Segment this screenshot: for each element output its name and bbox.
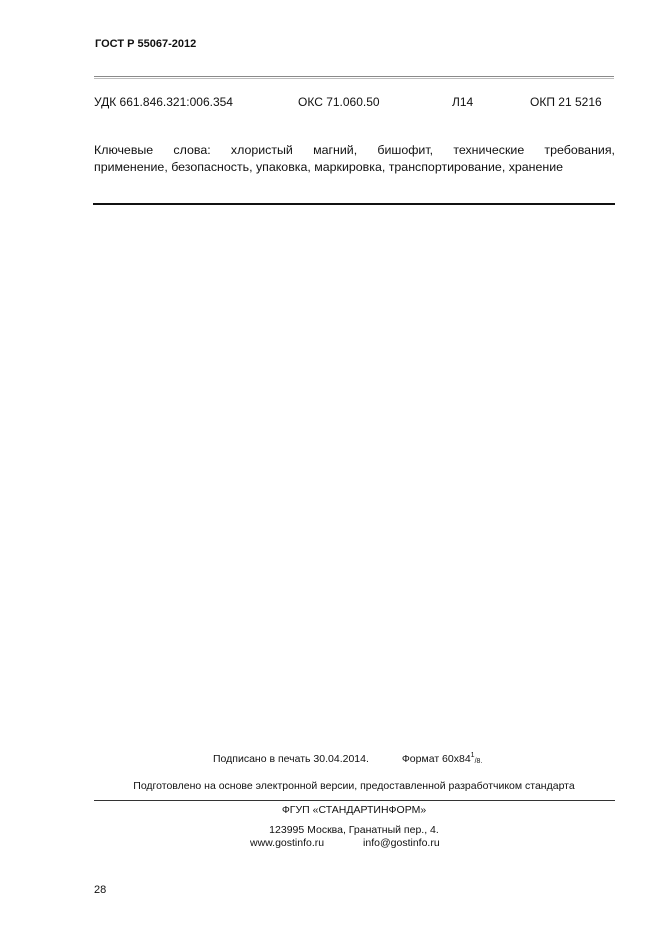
email-link[interactable]: info@gostinfo.ru bbox=[363, 837, 440, 849]
keywords-line-2: применение, безопасность, упаковка, маркировка, транспортирование, хранение bbox=[94, 160, 564, 174]
oks-code: ОКС 71.060.50 bbox=[298, 95, 380, 109]
publisher-name: ФГУП «СТАНДАРТИНФОРМ» bbox=[281, 804, 427, 816]
keywords-paragraph bbox=[94, 142, 615, 176]
format-numerator: 1 bbox=[470, 752, 475, 759]
publisher-address: 123995 Москва, Гранатный пер., 4. bbox=[269, 824, 439, 836]
keywords-line-1: Ключевые слова: хлористый магний, бишофит, технические требования, bbox=[94, 143, 615, 157]
okp-code: ОКП 21 5216 bbox=[530, 95, 602, 109]
header-divider-secondary bbox=[94, 78, 614, 79]
header-divider bbox=[94, 76, 614, 77]
signed-date: Подписано в печать 30.04.2014. bbox=[213, 753, 369, 765]
format-label: Формат 60x84 bbox=[401, 753, 471, 765]
format-denominator: /8. bbox=[474, 758, 483, 765]
website-link[interactable]: www.gostinfo.ru bbox=[250, 837, 325, 849]
l-code: Л14 bbox=[452, 95, 474, 109]
publisher-contacts bbox=[250, 837, 440, 849]
page-number: 28 bbox=[94, 884, 107, 896]
footer-divider bbox=[94, 800, 615, 801]
print-signature-line bbox=[213, 752, 482, 765]
paper-format bbox=[402, 753, 483, 765]
standard-code-header: ГОСТ Р 55067-2012 bbox=[95, 38, 197, 50]
udk-code: УДК 661.846.321:006.354 bbox=[94, 95, 233, 109]
prepared-note: Подготовлено на основе электронной версии, предоставленной разработчиком стандарта bbox=[133, 780, 575, 792]
section-divider bbox=[93, 203, 615, 205]
